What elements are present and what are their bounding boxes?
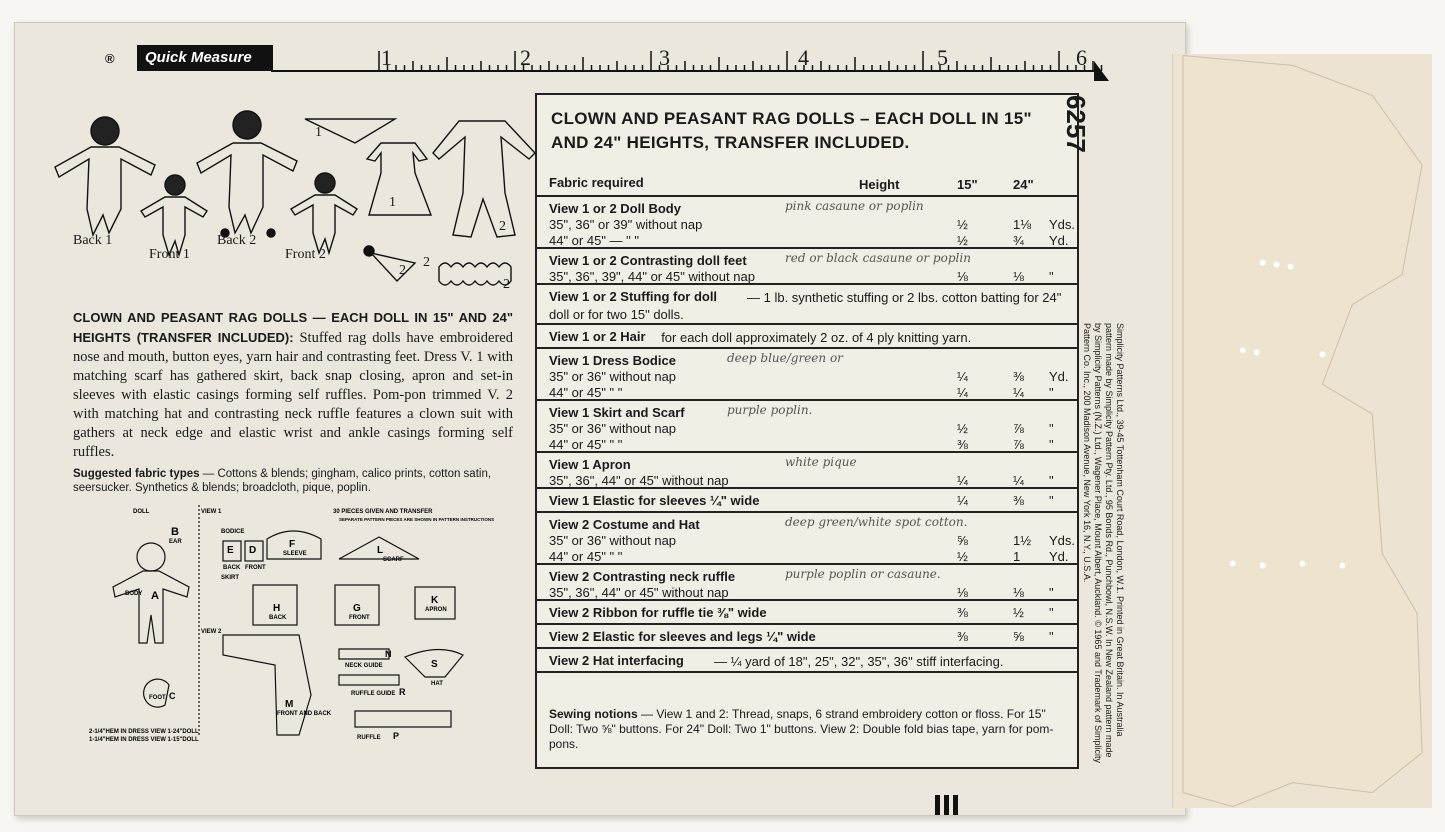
table-row xyxy=(537,195,1077,247)
amount-unit: Yd. xyxy=(1049,369,1069,384)
piece-d: D xyxy=(249,545,257,556)
amount-15: ½ xyxy=(957,549,968,564)
amount-24: ⅞ xyxy=(1013,421,1024,436)
table-header xyxy=(537,171,1077,195)
ruler-number: 6 xyxy=(1076,45,1087,70)
piece-n: N xyxy=(385,649,392,659)
table-row xyxy=(537,323,1077,347)
fig-view-2-ruffle-b: 2 xyxy=(503,277,510,292)
ruler-number: 4 xyxy=(798,45,809,70)
header-24: 24" xyxy=(1013,177,1034,192)
amount-unit: " xyxy=(1049,385,1054,400)
row-text: — 1 lb. synthetic stuffing or 2 lbs. cotton batting for 24" doll or for two 15" dolls. xyxy=(549,290,1062,322)
row-text: — ¼ yard of 18", 25", 32", 35", 36" stiff interfacing. xyxy=(714,654,1004,669)
amount-15: ¼ xyxy=(957,385,968,400)
table-row xyxy=(537,511,1077,563)
fig-front-2: Front 2 xyxy=(285,247,326,262)
width-line: 35", 36", 44" or 45" without nap xyxy=(549,585,729,600)
fabric-text: — Cottons & blends; gingham, calico prints, cotton satin, seersucker. Synthetics & blends; broadcloth, pique, poplin. xyxy=(73,468,492,494)
amount-15: ⅜ xyxy=(957,605,968,620)
handwritten-note: deep green/white spot cotton. xyxy=(785,515,968,529)
row-label: View 1 Skirt and Scarf xyxy=(549,405,685,420)
layout-bodice-label: BODICE xyxy=(221,529,245,535)
layout-pieces-sub: SEPARATE PATTERN PIECES ARE SHOWN IN PATTERN INSTRUCTIONS xyxy=(339,517,495,522)
piece-hat: HAT xyxy=(431,681,443,687)
handwritten-note: purple poplin or casaune. xyxy=(785,567,941,581)
amount-24: ⅜ xyxy=(1013,369,1024,384)
notions-label: Sewing notions xyxy=(549,707,638,721)
row-label: View 1 or 2 Doll Body xyxy=(549,201,681,216)
fig-front-1: Front 1 xyxy=(149,247,190,262)
piece-back-label: BACK xyxy=(223,565,241,571)
amount-24: ⅛ xyxy=(1013,269,1024,284)
fabric-requirements-table xyxy=(535,93,1079,769)
amount-24: ¼ xyxy=(1013,473,1024,488)
amount-unit: " xyxy=(1049,473,1054,488)
piece-p: P xyxy=(393,731,400,741)
table-row xyxy=(537,451,1077,487)
row-label: View 1 Dress Bodice xyxy=(549,353,676,368)
header-fabric: Fabric required xyxy=(549,175,644,190)
quick-measure-label: Quick Measure xyxy=(137,45,273,71)
hem-note-24: 2-1/4"HEM IN DRESS VIEW 1-24"DOLL xyxy=(89,729,199,735)
row-label: View 1 or 2 Hair xyxy=(549,329,646,344)
table-row xyxy=(537,563,1077,599)
publisher-info: Simplicity Patterns Ltd., 39-45 Tottenham Court Road, London, W.1. Printed in Great Britain. In Australia pattern made by Simplicity Pattern Pty. Ltd., 95 Bonds Rd., Punchbowl, N.S.W. In New Zealand pattern made by Simplicity Patterns (N.Z.) Ltd., Wagener Place, Mount Albert, Auckland. © 1965 and Trademark of Simplicity Pattern Co. Inc., 200 Madison Avenue, New York 16, N.Y., U.S.A. xyxy=(1082,323,1125,763)
amount-24: 1½ xyxy=(1013,533,1032,548)
amount-unit: Yds. xyxy=(1049,533,1076,548)
width-line: 35" or 36" without nap xyxy=(549,421,677,436)
piece-l: L xyxy=(377,545,384,556)
piece-ruffle: RUFFLE xyxy=(357,735,381,741)
fig-view-2-hat: 2 xyxy=(399,263,406,278)
row-label: View 1 Elastic for sleeves ¼" wide xyxy=(549,493,760,508)
amount-unit: " xyxy=(1049,493,1054,508)
notions-text: — View 1 and 2: Thread, snaps, 6 strand embroidery cotton or floss. For 15" Doll: Two ⅝" buttons. For 24" Doll: Two 1" buttons. View 2: Double fold bias tape, yarn for pom-pons. xyxy=(549,707,1054,751)
amount-15: ⅜ xyxy=(957,629,968,644)
table-row xyxy=(537,283,1077,323)
fabric-suggestions xyxy=(73,467,513,495)
piece-neck-guide: NECK GUIDE xyxy=(345,663,383,669)
row-label: View 2 Costume and Hat xyxy=(549,517,700,532)
fig-back-2: Back 2 xyxy=(217,233,257,248)
piece-g: G xyxy=(353,603,361,614)
amount-24: ⅝ xyxy=(1013,629,1024,644)
width-line: 35", 36", 39", 44" or 45" without nap xyxy=(549,269,755,284)
amount-24: ⅞ xyxy=(1013,437,1024,452)
amount-unit: " xyxy=(1049,585,1054,600)
amount-15: ¼ xyxy=(957,369,968,384)
pattern-envelope xyxy=(14,22,1186,816)
doll-illustrations xyxy=(35,103,535,313)
table-row xyxy=(537,399,1077,451)
piece-r: R xyxy=(399,687,406,697)
piece-c: C xyxy=(169,691,176,701)
amount-24: ¾ xyxy=(1013,233,1024,248)
layout-skirt-label: SKIRT xyxy=(221,575,239,581)
width-line: 35", 36" or 39" without nap xyxy=(549,217,703,232)
table-row xyxy=(537,623,1077,647)
amount-15: ¼ xyxy=(957,473,968,488)
table-bottom-rule xyxy=(537,671,1077,673)
amount-24: ⅛ xyxy=(1013,585,1024,600)
layout-doll-label: DOLL xyxy=(133,509,150,515)
amount-unit: Yd. xyxy=(1049,233,1069,248)
amount-15: ½ xyxy=(957,421,968,436)
piece-f: F xyxy=(289,539,296,550)
handwritten-note: pink casaune or poplin xyxy=(785,199,924,213)
pattern-pieces-layout xyxy=(89,495,509,755)
handwritten-note: purple poplin. xyxy=(727,403,813,417)
piece-h: H xyxy=(273,603,281,614)
width-line: 35", 36", 44" or 45" without nap xyxy=(549,473,729,488)
pattern-description xyxy=(73,308,513,462)
pattern-number: 6257 xyxy=(1061,95,1091,153)
width-line: 44" or 45" — " " xyxy=(549,233,639,248)
row-label: View 1 Apron xyxy=(549,457,631,472)
row-label: View 2 Hat interfacing xyxy=(549,653,684,668)
width-line: 44" or 45" " " xyxy=(549,385,623,400)
header-height: Height xyxy=(859,177,900,192)
piece-b: B xyxy=(171,526,179,538)
width-line: 35" or 36" without nap xyxy=(549,533,677,548)
row-label: View 2 Elastic for sleeves and legs ¼" wide xyxy=(549,629,816,644)
ruler-number: 1 xyxy=(381,45,392,70)
amount-24: 1⅛ xyxy=(1013,217,1032,232)
measure-ruler xyxy=(109,47,1109,95)
piece-h-back: BACK xyxy=(269,615,287,621)
piece-scarf: SCARF xyxy=(383,557,404,563)
fig-view-1-scarf: 1 xyxy=(315,125,322,140)
amount-unit: " xyxy=(1049,437,1054,452)
amount-15: ⅝ xyxy=(957,533,968,548)
handwritten-note: deep blue/green or xyxy=(727,351,843,365)
piece-front-label: FRONT xyxy=(245,565,266,571)
row-label: View 2 Contrasting neck ruffle xyxy=(549,569,736,584)
layout-view2-label: VIEW 2 xyxy=(201,629,222,635)
amount-15: ½ xyxy=(957,217,968,232)
handwritten-note: white pique xyxy=(785,455,857,469)
row-label: View 2 Ribbon for ruffle tie ⅜" wide xyxy=(549,605,767,620)
piece-foot: FOOT xyxy=(149,695,166,701)
layout-pieces-title: 30 PIECES GIVEN AND TRANSFER xyxy=(333,509,433,515)
row-text: for each doll approximately 2 oz. of 4 ply knitting yarn. xyxy=(661,330,972,345)
piece-m: M xyxy=(285,699,294,710)
ruler-number: 5 xyxy=(937,45,948,70)
envelope-marks xyxy=(935,795,962,816)
ruler-number: 3 xyxy=(659,45,670,70)
piece-k: K xyxy=(431,595,439,606)
sewing-notions xyxy=(549,707,1069,752)
registered-mark: ® xyxy=(105,51,115,66)
amount-24: ⅜ xyxy=(1013,493,1024,508)
piece-a: A xyxy=(151,590,159,602)
amount-unit: " xyxy=(1049,605,1054,620)
amount-15: ¼ xyxy=(957,493,968,508)
handwritten-note: red or black casaune or poplin xyxy=(785,251,971,265)
width-line: 44" or 45" " " xyxy=(549,549,623,564)
amount-24: ¼ xyxy=(1013,385,1024,400)
amount-unit: " xyxy=(1049,421,1054,436)
fabric-label: Suggested fabric types xyxy=(73,468,200,480)
width-line: 35" or 36" without nap xyxy=(549,369,677,384)
amount-24: 1 xyxy=(1013,549,1021,564)
amount-24: ½ xyxy=(1013,605,1024,620)
fig-view-2-ruffle-a: 2 xyxy=(423,255,430,270)
table-row xyxy=(537,487,1077,511)
amount-15: ⅜ xyxy=(957,437,968,452)
fig-view-1-dress: 1 xyxy=(389,195,396,210)
piece-g-front: FRONT xyxy=(349,615,370,621)
header-15: 15" xyxy=(957,177,978,192)
ruler-number: 2 xyxy=(520,45,531,70)
amount-unit: " xyxy=(1049,629,1054,644)
amount-unit: Yd. xyxy=(1049,549,1069,564)
piece-front-and-back: FRONT AND BACK xyxy=(277,711,332,717)
amount-unit: " xyxy=(1049,269,1054,284)
layout-view1-label: VIEW 1 xyxy=(201,509,222,515)
table-title: CLOWN AND PEASANT RAG DOLLS – EACH DOLL IN 15" AND 24" HEIGHTS, TRANSFER INCLUDED. xyxy=(551,109,1032,152)
piece-body: BODY xyxy=(125,591,143,597)
piece-sleeve: SLEEVE xyxy=(283,551,307,557)
row-label: View 1 or 2 Stuffing for doll xyxy=(549,289,718,304)
table-row xyxy=(537,647,1077,671)
description-body: Stuffed rag dolls have embroidered nose and mouth, button eyes, yarn hair and contrasting feet. Dress V. 1 with matching scarf has gathered skirt, back snap closing, apron and set-in sleeves with elastic casings forming self ruffles. Pom-pon trimmed V. 2 with matching hat and contrasting neck ruffle features a clown suit with gathers at neck edge and elastic wrist and ankle casings forming self ruffles. xyxy=(73,330,513,460)
piece-s: S xyxy=(431,659,438,670)
table-row xyxy=(537,247,1077,283)
amount-unit: Yds. xyxy=(1049,217,1076,232)
piece-e: E xyxy=(227,545,234,556)
description-heading: CLOWN AND PEASANT RAG DOLLS — EACH DOLL IN 15" AND 24" HEIGHTS (TRANSFER INCLUDED): xyxy=(73,310,513,345)
amount-15: ⅛ xyxy=(957,269,968,284)
piece-ruffle-guide: RUFFLE GUIDE xyxy=(351,691,396,697)
fig-back-1: Back 1 xyxy=(73,233,113,248)
row-label: View 1 or 2 Contrasting doll feet xyxy=(549,253,747,268)
amount-15: ½ xyxy=(957,233,968,248)
torn-envelope-flap xyxy=(1172,54,1432,808)
width-line: 44" or 45" " " xyxy=(549,437,623,452)
hem-note-15: 1-1/4"HEM IN DRESS VIEW 1-15"DOLL xyxy=(89,737,199,743)
piece-ear: EAR xyxy=(169,539,182,545)
fig-view-2-suit: 2 xyxy=(499,219,506,234)
piece-apron: APRON xyxy=(425,607,447,613)
table-row xyxy=(537,347,1077,399)
table-row xyxy=(537,599,1077,623)
amount-15: ⅛ xyxy=(957,585,968,600)
